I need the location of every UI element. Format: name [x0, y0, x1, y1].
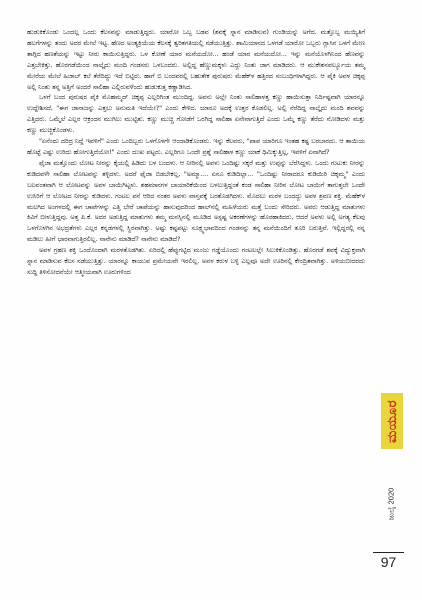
article-paragraph: "ಏನೆಂದು ದರಿದ್ರ ನಿದ್ದೆ ಇವಳಿಗೆ" ಎಂದು ಒಂದಿಬ್ಬರು ಒಳಗೊಳಗೇ ಆಂದಾಡಿಕೊಂಡರು. ಇನ್ನು ಕೆಲವರು, "ಪಾಪ ಯಾರಿಗೂ ಇಂತಹ ಕಷ್ಟ ಬರಬಾರದು. ಆ ತಾಯಿಯ ಹೊಟ್ಟೆ ಎಷ್ಟು ಉರಿದು ಹೋಗುತ್ತಿದೆಯೋ!" ಎಂದು ದುಃಖ ಪಟ್ಟರು. ಎಲ್ಲರಿಗೂ ಒಂದೇ ಪ್ರಶ್ನೆ ಸಾಲಿಹಾಳ ಕಣ್ಣು ಯಾಕೆ ಧಿಮಿಕ್ಕುತ್ತಿಲ್ಲ, ಇವಳಿಗೆ ಏನಾಗಿದೆ? [27, 137, 365, 156]
article-paragraph: ಅವಳ ಗ್ರಹಣ ಶಕ್ತಿ ಒಂದೊಂದಾಗಿ ಮರಳತೊಡಗಿತು. ಏರಿದಲ್ಲಿ ಹೆಪ್ಪುಗಟ್ಟಿದ ಮಂಜು ಗಡ್ಡೆಯೊಂದು ಗಂಟಲಲ್ಲೇ ಸಿಲುಕಿಕೊಂಡಿತ್ತು. ಹೊರಗಡೆ ಶವಕ್ಕೆ ವಿದ್ಯುಕ್ತವಾಗಿ ಸ್ನಾನ ಮಾಡಿಸುವ ಕೆಲಸ ನಡೆಯುತ್ತಿತ್ತು. ಯಾರನ್ನೂ ಕಾಯುವ ಪ್ರಮೇಯವೇ ಇರಲಿಲ್ಲ. ಅವಳ ಕರುಳ ಬಳ್ಳಿ ಎಲ್ಲವೂ ಅದೇ ಊರಿನಲ್ಲಿ ಕೇಂದ್ರಿತವಾಗಿತ್ತು. ಅಳಿಯಬೀದರದು ಸುದ್ದಿ ತಿಳಿಸೋದನೆಯೇ ಆತ್ಮೀಯವಾಗಿ ಊರುಗಳಿಂದ [27, 246, 365, 276]
article-paragraph: ಒಳಗೆ ಬಂದ ಪುರುಷರ ಪೈಕಿ ಮೊಹಮ್ಮದ್‌ ಚಿಕ್ಕಪ್ಪ ಎಲ್ಲರಿಗಿಂತ ಮುಂದಿದ್ದ. ಅವನು ಅಲ್ಲೇ ನಿಂತು ಸಾಲಿಹಾಳತ್ತ ಕಣ್ಣು ಹಾಯಿಸುತ್ತಾ ನಿರ್ದಿಷ್ಟವಾಗಿ ಯಾರನ್ನೂ ಉದ್ದೇಶಿಸದೆ, "ಈಗ ಜಾನಾಜನ್ನು ಎತ್ತಲು ಅನುಮತಿ ಇದೆಯೇ?" ಎಂದು ಕೇಳಿದ. ಯಾರೂ ಅದಕ್ಕೆ ಉತ್ತರ ಕೊಡಲಿಲ್ಲ. ಅಲ್ಲಿ ನೆರೆದಿದ್ದ ನಾಲ್ಕೈದು ಮಂದಿ ಶವವನ್ನು ಎತ್ತಿದರು. ಒಮ್ಮೆಲೆ ಎಲ್ಲರ ಆಕ್ರಂದನ ಮುಗಿಲು ಮುಟ್ಟಿತು. ಕಣ್ಣು ಮುಚ್ಚಿ ಗೋಡೆಗೆ ಒರಗಿದ್ದ ಸಾಲಿಹಾ ಏನೇನಾಗುತ್ತಿದೆ ಎಂದು ಒಮ್ಮೆ ಕಣ್ಣು ತೆರೆದು ನೋಡಿದಳು ಮತ್ತು ಕಣ್ಣು ಮುಚ್ಚಿಕೊಂಡಳು. [27, 93, 365, 135]
issue-date-text: ಜುಲೈ 2020 [386, 487, 395, 521]
issue-date-label [380, 474, 402, 534]
article-paragraph: ಫೈಜಾ ಮತ್ತೊಂದು ಲೋಟ ನೀರನ್ನು ಕೈಯಲ್ಲಿ ಹಿಡಿದು ಬಳ ಬಂದಳು. ಆ ನೀರಿನಲ್ಲಿ ಅವಳು ಒಂದಿಷ್ಟು ಸಕ್ಕರೆ ಮತ್ತು ಉಪ್ಪನ್ನು ಬೆರೆಸಿದ್ದಳು. ಒಂದು ಗುಟುಕು ನೀರನ್ನು ಕುಡಿದವಳೇ ಸಾಲಿಹಾ ಲೋಟವನ್ನು ತಳ್ಳಿದಳು. ಅದರೆ ಫೈಜಾ ಬಿಡಬೇಕಲ್ಲ, "ಅಮ್ಮಾ.... ಏನೂ ಕುಡಿದಿಲ್ಲಾ... "ಒಂದಿಷ್ಟು ನೀರಾದರೂ ಕುಡಿಯಿರಿ ಚಿಕ್ಕಮ್ಮ" ಎಂದು ಬಲವಂತವಾಗಿ ಆ ಲೋಟವನ್ನು ಅವಳ ಬಾಯಿಗಿಟ್ಟಳು. ಶಹಮಾನಗಳ ಬಾಯಾರಿಕೆಯಿಂದ ಬಳಲುತ್ತಿದ್ದಂತೆ ಕಂಡ ಸಾಲಿಹಾ ನೀರಿನ ಲೋಟ ಬಾಯಿಗೆ ತಾಗುತ್ತಲೇ ಒಂದೇ ಉಸಿರಿಗೆ ಆ ಲೋಟದ ನೀರನ್ನು ಕುಡಿದಳು. ಗಂಟಲ ಪಸೆ ಆರಿದ ನಂತರ ಅವಳು ವಾಸ್ತವಕ್ಕೆ ಬರತೊಡಗಿದಳು. ಮೊದಲು ಮರಳ ಬಂದದ್ದು ಅವಳ ಶ್ರವಣ ಶಕ್ತಿ. ಮೆಹೆಕ್‌ಳ ಮಲಗಿದ ಅಂಗಳದಲ್ಲಿ ಈಗ ಚಾಪೆಗಳನ್ನು ಎತ್ತಿ ಬೇರೆ ಚಾಪೆಯನ್ನು ಹಾಸುವುದರಿಂದ ಹಾಲ್‌ನಲ್ಲಿ ಮಹಿಳೆಯರು ಮತ್ತೆ ಬಂದು ಸೇರಿದರು. ಅವರು ಆಡುತ್ತಿದ್ದ ಮಾತುಗಳು ಕಿವಿಗೆ ಬೀಳುತ್ತಿದ್ದವು. ಅತ್ತ ಪಿ.ಕೆ. ಅದರ ಅಡುತ್ತಿದ್ದ ಮಾತುಗಳು ತಮ್ಮ ಮನಸ್ಸಿನಲ್ಲಿ ಮೂಡಿದ ಅಸ್ಪಷ್ಟ ಅಕರಣೆಗಳನ್ನು ಹೊರಹಾಕಿದರು, ಆದರೆ ಅವಳು ಅಲ್ಲಿ ಅಗತ್ಯ ಕೆಲವು ಒಳಗೊಳಗಿನ ಅಭದ್ರತೆಗಳು ಎಲ್ಲರ ಕನ್ನಡಗಳಲ್ಲಿ ಸ್ಥಿರವಾಗಿತ್ತು. ಅಷ್ಟು ಕಷ್ಟಪಟ್ಟು ಸೂಕ್ಷ್ಮಭಾವದಿಂದ ಗಂಡನನ್ನು ತನ್ನ ಮನೆಯಿಂದಿಗೆ ತೂರಿ ಬರುತ್ತಿವೆ. ಇಲ್ಲಿದ್ದರಲ್ಲಿ ನನ್ನ ಮಡಿಲು ಹೀಗೆ ಭಾರವಾಗುತ್ತಿರಲಿಲ್ಲ. ನಾನೇನು ಮಾಡಿದೆ? ನಾನೇನು ಮಾಡಿದೆ? [27, 158, 365, 244]
page-number: 97 [380, 554, 397, 570]
article-body [27, 27, 365, 278]
page-number-rule [373, 552, 404, 553]
article-paragraph: ಹುಡುಕಿಕೊಂಡು ಒಂದಲ್ಲ ಒಂದು ಕೆಲಸವನ್ನು ಮಾಡುತ್ತಿದ್ದರು. ಯಾರೋ ಒಬ್ಬ ಬಡವ (ಶವಕ್ಕೆ ಸ್ನಾನ ಮಾಡಿಸುವ) ಗುಂಡಿಯನ್ನು ಅಗೆದ. ಮತ್ತೊಬ್ಬ ಮಯ್ಯಿತಿಗೆ ಹಲಗೆಗಳನ್ನು ತಂದು ಅದರ ಮೇಲೆ ಇಟ್ಟ. ಹೆಣದ ಅಂತ್ಯಕ್ರಿಯೆಯ ಕೆಲಸಕ್ಕೆ ತ್ವರಿತಗತಿಯಲ್ಲಿ ನಡೆಯುತ್ತಿತ್ತು. ಶಾಮಿಯಾನದ ಒಳಗಡೆ ಯಾರೋ ಒಬ್ಬರು ಗ್ಲಾಸಿನ ಒಳಗೆ ಮೇಣ ತಾಗ್ಗಿದ ಹಣತೆಯನ್ನು ಇಟ್ಟು ನೀರು ಕಾಯಿಸುತ್ತಿದ್ದರು. ಒಳ ಕೋಣೆ ಯಾರ ಮನೆಯದೋ... ಹಂಡೆ ಯಾರ ಮನೆಯದೋ... ಇನ್ನು ಮನೆಯೊಳಗಿನಿಂದ ಹೆಣವನ್ನು ಎತ್ತಬೇಕಿತ್ತು. ಹೊರಗಡೆಯಿಂದ ನಾಲ್ಕೈದು ಮಂದಿ ಗಂಡಸರು ಒಳಬಂದರು. ಅಲ್ಲಿದ್ದ ಹೆಣ್ಣುಮಕ್ಕಳು ಎದ್ದು ನಿಂತು ಜಾಗ ಮಾಡಿದರು. ಆ ಮುಕೇಶನವರ್ಲ್ಯೂಯ ತಮ್ಮ ಮೇರೆಯ ಮೇಲೆ ಹಿಜಾಬ್‌ ಕಲೆ ತೆರೆದಿದ್ದು ಇದೆ ಬಿಟ್ಟಿರು. ಹಾಗೆ ಬಿ ಬಂದವರಲ್ಲಿ ಬಹುತೇಕ ಪುರುಷರು ಮೆಹೆಕ್‌ಳ ಹತ್ತಿರದ ಸಂಬಂಧಿಗಳಾಗಿದ್ದರು. ಆ ಪೈಕಿ ಅವಳ ಚಿಕ್ಕಪ್ಪ ಅಲ್ಲಿ ನಿಂತು ತನ್ನ ಅತ್ತಿಗೆ ಅಂದರೆ ಸಾಲಿಹಾ ಎಲ್ಲಿರುವಳೆಂದು ಹುಡುಕುತ್ತ ಕಣ್ಣಾಡಿಸಿದ. [27, 28, 365, 91]
magazine-name-label [381, 393, 403, 449]
magazine-name-text: ಮಯೂರ [384, 399, 400, 443]
